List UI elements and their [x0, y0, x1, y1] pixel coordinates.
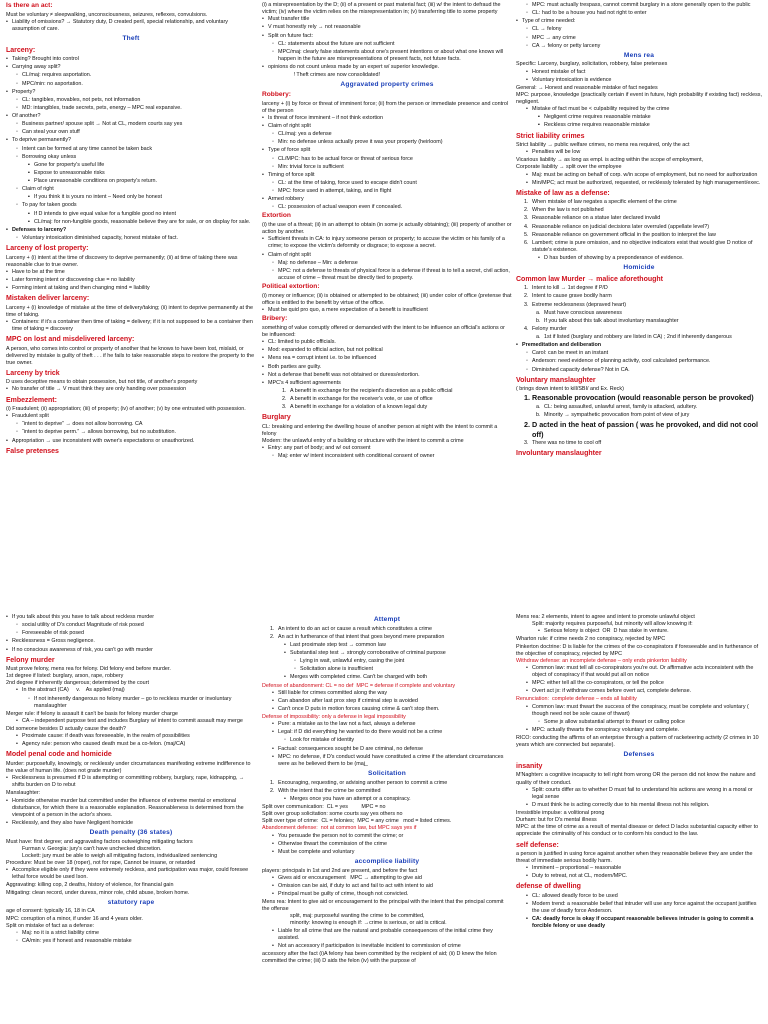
section-heading: Larceny by trick [6, 369, 60, 377]
outline-line: Larceny + (i) knowledge of mistake at the time of delivery/taking; (ii) intent to deprive permanently at the time of taking. [6, 304, 255, 318]
outline-line: ◦ Foreseeable of risk posed [6, 630, 256, 637]
outline-line: • Maj: must be acting on behalf of corp. w/in scope of employment, but no need for authorization [516, 172, 762, 179]
outline-line: ◦ Voluntary intoxication diminished capacity, honest mistake of fact. [6, 235, 256, 242]
outline-line: • Voluntary intoxication is evidence [516, 77, 762, 84]
outline-line: • D must think he is acting correctly due to his mental illness not his religion. [516, 802, 762, 809]
outline-line: Aggravating: killing cop, 2 deaths, history of violence, for financial gain [6, 882, 174, 889]
outline-line: • Liability of omissions? → Statutory duty, D created peril, special relationship, and voluntary assumption of care. [6, 19, 256, 33]
outline-line: ! Theft crimes are now consolidated! [262, 72, 380, 79]
outline-line: ◦ Look for mistake of identity [262, 737, 512, 744]
outline-line: b. Minority → sympathetic provocation from point of view of jury [516, 412, 762, 419]
outline-line: • Armed robbery [262, 196, 512, 203]
outline-line: • Is threat of force imminent – if not think extortion [262, 115, 512, 122]
outline-line: • Mens rea = corrupt intent i.e. to be influenced [262, 355, 512, 362]
section-heading: MPC on lost and misdelivered larceny: [6, 336, 135, 344]
section-heading: Mens rea [623, 51, 655, 59]
outline-line: ◦ Lying in wait, unlawful entry, casing the joint [262, 658, 512, 665]
outline-line: • opinions do not count unless made by an expert w/ superior knowledge. [262, 64, 512, 71]
section-heading: Felony murder [6, 656, 55, 664]
outline-line: ◦ Carol: can be meet in an instant [516, 350, 762, 357]
outline-line: Corporate liability → split over the employee [516, 164, 622, 171]
outline-line: ◦ Min: trivial force is sufficient [262, 164, 512, 171]
outline-line: General: → Honest and reasonable mistake of fact negates [516, 84, 658, 91]
outline-line: • V must honestly rely → not reasonable [262, 24, 512, 31]
outline-line: Modern: the unlawful entry of a building or structure with the intent to commit a crime [262, 437, 464, 444]
outline-line: • Merges once you have an attempt or a conspiracy. [262, 796, 512, 803]
outline-line: • Serious felony is object OR D has stake in venture. [516, 628, 762, 635]
outline-line: • Otherwise thwart the commission of the crime [262, 841, 512, 848]
outline-line: Lockett: jury must be able to weigh all mitigating factors, individualized sentencing [22, 852, 218, 859]
outline-line: • Containers: if it's a container then time of taking = delivery; if it is not supposed to be a container then time of taking = discovery [6, 319, 256, 333]
outline-line: Durham: but for D's mental illness [516, 817, 597, 824]
outline-line: • Carrying away split? [6, 64, 256, 71]
outline-line: ◦ Solicitation alone is insufficient [262, 666, 512, 673]
outline-line: • Taking? Brought into control [6, 56, 256, 63]
section-heading: Homicide [623, 264, 655, 272]
outline-line: ◦ Maj: no defense – Min: a defense [262, 260, 512, 267]
section-heading: Larceny of lost property: [6, 245, 89, 253]
outline-line: MPC: at the time of crime as a result of mental disease or defect D lacks substantial capacity either to appreciate the criminality of his conduct or to conform his conduct to the law. [516, 824, 760, 838]
outline-line: • Pure: a mistake as to the law not a fact, always a defense [262, 721, 512, 728]
outline-line: • Proximate cause: if death was foreseeable, in the realm of possibilities [6, 733, 256, 740]
outline-line: ◦ “intent to deprive” → does not allow borrowing. CA [6, 421, 256, 428]
outline-line: something of value corruptly offered or demanded with the intent to be influence an official's actions or be influenced: [262, 324, 507, 339]
outline-line: ◦ MPC: must actually trespass, cannot commit burglary in a store generally open to the public [516, 2, 762, 9]
outline-line: ◦ Claim of right [6, 186, 256, 193]
outline-line: ◦ CA → felony or petty larceny [516, 43, 762, 50]
outline-line: 6. Lambert; crime is pure omission, and no objective indicators exist that would give D notice of statute's existence. [516, 240, 762, 254]
outline-line: Furman v. Georgia: jury's can't have unchecked discretion. [22, 845, 162, 852]
outline-line: ◦ CL → felony [516, 26, 762, 33]
outline-line: Mens rea: Intent to give aid or encouragement to the principal with the intent that the principal commit the offense [262, 899, 506, 913]
outline-line: • Duty to retreat, not at CL, modern/MPC. [516, 873, 762, 880]
outline-line: larceny + (i) by force or threat of imminent force; (ii) from the person or immediate presence and control of the person [262, 100, 510, 114]
outline-line: • CL: allowed deadly force to be used [516, 893, 762, 900]
section-heading: Mistake of law as a defense: [516, 189, 610, 197]
section-heading: Robbery: [262, 90, 291, 98]
outline-line: • Modern trend: a reasonable belief that intruder will use any force against the occupant justifies the use of deadly force Anderson. [516, 901, 762, 915]
column-left-bottom [6, 614, 256, 1024]
outline-line: • Can't once D puts in motion forces causing crime & can't stop them. [262, 706, 512, 713]
outline-line: Withdraw defense: an incomplete defense – only ends pinkerton liability [516, 657, 687, 664]
outline-line: Murder: purposefully, knowingly, or recklessly under circumstances manifesting extreme indifference to the value of human life. (does not grade murder) [6, 760, 252, 774]
section-heading: Defenses [623, 751, 655, 759]
section-heading: Mistaken deliver larceny: [6, 295, 90, 303]
outline-line: 3. Extreme recklessness (depraved heart) [516, 302, 762, 309]
outline-line: a. Must have conscious awareness [516, 310, 762, 317]
outline-line: • MPC: no defense, if D's conduct would have constituted a crime if the attendant circumstances were as he believed them to be (maj_ [262, 754, 512, 768]
outline-line: Mens rea: 2 elements, intent to agree and intent to promote unlawful object [516, 614, 695, 620]
outline-line: 5. Reasonable reliance on government official in the position to interpret the law [516, 232, 762, 239]
outline-line: RICO: conducting the affirms of an enterprise through a pattern of racketeering activity (2 crimes in 10 years which are connected but separate). [516, 735, 761, 749]
outline-line: 1. An intent to do an act or cause a result which constitutes a crime [262, 626, 512, 633]
outline-line: • Penalties will be low [516, 149, 762, 156]
outline-line: ◦ MPC: not a defense to threats of physical force is a defense if threat is to tell a secret, civil action, accuse of crime – threat must be directly tied to property. [262, 268, 512, 282]
section-heading: Strict liability crimes [516, 132, 585, 140]
section-heading: Attempt [373, 616, 401, 623]
section-heading: defense of dwelling [516, 883, 581, 891]
section-heading: Aggravated property crimes [340, 81, 434, 89]
outline-line: • Recklessness = Gross negligence. [6, 638, 256, 645]
section-heading: Involuntary manslaughter [516, 450, 602, 458]
outline-line: ▪ Expose to unreasonable risks [6, 170, 256, 177]
outline-line: • Merges with completed crime. Can't be charged with both [262, 674, 512, 681]
outline-line: ◦ MPC/maj: clearly false statements about one's present intentions or about what one knows will happen in the future are misrepresentations of present facts, not future facts. [262, 49, 512, 63]
outline-line: • CA: deadly force is okay if occupant reasonable believes intruder is going to commit a forcible felony or use deadly [516, 916, 762, 930]
outline-line: • Common law: must thwart the success of the conspiracy, must be complete and voluntary ( though need not be sole cause of thwart) [516, 704, 762, 718]
outline-line: Larceny + (i) intent at the time of discovery to deprive permanently; (ii) at time of taking there was reasonable clue to true owner. [6, 254, 239, 268]
outline-line: • MPC: either tell all the co-conspirators, or tell the police [516, 680, 762, 687]
outline-line: • Forming intent at taking and then changing mind = liability [6, 285, 256, 292]
outline-line: Mitigating: clean record, under duress, minor role, child abuse, broken home. [6, 889, 190, 896]
outline-line: a. CL: being assaulted, unlawful arrest, family is attacked, adultery. [516, 404, 762, 411]
outline-line: Did someone besides D actually cause the death? [6, 726, 126, 733]
outline-line: Manslaughter: [6, 790, 41, 797]
outline-line: • Defenses to larceny? [6, 227, 256, 234]
outline-line: ◦ CL: at the time of taking, force used to escape didn't count [262, 180, 512, 187]
outline-line: (i) money or influence; (ii) is obtained or attempted to be obtained; (iii) under color of office (pretense that office is entitled to the benefit by virtue of the office. [262, 292, 513, 306]
outline-line: 1. Intent to kill → 1st degree if P/D [516, 285, 762, 292]
outline-line: ◦ CA/min: yes if honest and reasonable mistake [6, 938, 256, 945]
outline-line: ◦ CL/maj: requires asportation. [6, 72, 256, 79]
outline-line: 2. Intent to cause grave bodily harm [516, 293, 762, 300]
outline-line: • Entry: any part of body; and w/ out consent [262, 445, 512, 452]
outline-line: • Both parties are guilty. [262, 364, 512, 371]
outline-line: Split over group solicitation: some courts say yes others no [262, 811, 403, 818]
outline-line: players: principals in 1st and 2nd are present, and before the fact [262, 867, 418, 874]
outline-line: • Have to be at the time [6, 269, 256, 276]
section-heading: Bribery: [262, 315, 288, 323]
outline-line: A person, who comes into control or property of another that he knows to have been lost, mislaid, or delivered by mistake is guilty of theft . . . if he fails to take reasonable steps to restore the property to the true owner. [6, 345, 256, 366]
outline-line: ▪ Negligent crime requires reasonable mistake [516, 114, 762, 121]
outline-line: ( brings down intent to kill/SBI/ and Ex. Reck) [516, 386, 624, 393]
outline-line: a. 1st if listed (burglary and robbery are listed in CA) ; 2nd if inherently dangerous [516, 334, 762, 341]
outline-line: 3. There was no time to cool off [516, 440, 762, 447]
section-heading: Embezzlement: [6, 396, 57, 404]
section-heading: Death penalty (36 states) [89, 829, 173, 836]
section-heading: Voluntary manslaughter [516, 376, 596, 384]
outline-line: 3. A benefit in exchange for a violation of a known legal duty [262, 404, 512, 411]
outline-line: Must prove felony, mens rea for felony. Did felony end before murder. [6, 666, 171, 673]
outline-line: • Recklessness is presumed if D is attempting or committing robbery, burglary, rape, kidnapping, → shifts burden on D to rebut [6, 775, 256, 789]
outline-line: ◦ social utility of D's conduct Magnitude of risk posed [6, 622, 256, 629]
outline-line: (i) the use of a threat; (ii) in an attempt to obtain (in some jx actually obtaining); (iii) property of another or action by another. [262, 222, 514, 236]
outline-line: • Recklessly, and they also have Negligent homicide [6, 820, 256, 827]
outline-line: • Agency rule: person who caused death must be a co-felon. (maj/CA) [6, 741, 256, 748]
outline-line: b. If you talk about this talk about involuntary manslaughter [516, 318, 762, 325]
outline-line: Split on mistake of fact as a defense: [6, 922, 95, 929]
outline-line: • Claim of right split [262, 252, 512, 259]
outline-line: age of consent: typically 16, 18 in CA [6, 908, 95, 915]
outline-line: • Common law: must tell all co-conspirators you're out. Or affirmative acts inconsistent with the object of conspiracy if that would put all on notice [516, 665, 762, 679]
outline-line: Pinkerton doctrine: D is liable for the crimes of the co-conspirators if foreseeable and in furtherance of the objective of conspiracy, rejected by MPC [516, 643, 760, 657]
outline-line: ▪ If D intends to give equal value for a fungible good no intent [6, 211, 256, 218]
outline-line: ◦ Maj: enter w/ intent inconsistent with conditional consent of owner [262, 453, 512, 460]
outline-line: minority: knowing is enough if: →crime is serious, or aid is critical. [290, 920, 447, 927]
outline-line: MPC: corruption of a minor, if under 16 and 4 years older. [6, 915, 143, 922]
section-heading: Political extortion: [262, 283, 320, 291]
outline-line: ◦ MPC → any crime [516, 35, 762, 42]
outline-line: • Split on future fact: [262, 33, 512, 40]
outline-line: • MPC's 4 sufficient agreements [262, 380, 512, 387]
section-heading: Burglary [262, 414, 291, 422]
outline-line: • In the abstract (CA) v. As applied (maj) [6, 687, 256, 694]
outline-line: ◦ Some jx allow substantial attempt to thwart or calling police [516, 719, 762, 726]
section-heading: Extortion [262, 212, 291, 220]
outline-line: ◦ CL: had to be a house you had not right to enter [516, 10, 762, 17]
outline-line: • Timing of force split [262, 172, 512, 179]
section-heading: self defense: [516, 841, 559, 849]
outline-line: • Must transfer title [262, 16, 512, 23]
outline-line: • Later forming intent or discovering clue = no liability [6, 277, 256, 284]
document-page-bottom [0, 612, 768, 1024]
outline-line: 2. An act in furtherance of that intent that goes beyond mere preparation [262, 634, 512, 641]
outline-line: Procedure: Must be over 18 (roper), not for rape, Cannot be insane, or retarded [6, 860, 196, 867]
outline-line: • Omission can be aid, if duty to act and fail to act with intent to aid [262, 883, 512, 890]
outline-line: accessory after the fact (i)A felony has been committed by the recipient of aid; (ii) D knew the felon committed the crime; (iii) D aids the felon (iv) with the purpose of [262, 950, 499, 965]
outline-line: Strict liability → public welfare crimes, no mens rea required, only the act [516, 142, 690, 149]
outline-line: • CA – independent purpose test and includes Burglary w/ intent to commit assault may merge [6, 718, 256, 725]
outline-line: ◦ MPC: force used in attempt, taking, and in flight [262, 188, 512, 195]
outline-line: ◦ “intent to deprive perm.” → allows borrowing, but no substitution. [6, 429, 256, 436]
outline-line: ◦ MPC/min: no asportation. [6, 81, 256, 88]
outline-line: ◦ Can steal your own stuff [6, 129, 256, 136]
outline-line: Specific: Larceny, burglary, solicitation, robbery, false pretenses [516, 61, 668, 68]
outline-line: • Of another? [6, 113, 256, 120]
outline-line: • Principal must be guilty of crime, though not convicted. [262, 891, 512, 898]
outline-line: MPC: purpose, knowledge (practically certain if event in future, high probability if existing fact) reckless, negligent. [516, 91, 764, 106]
outline-line: ▪ If you think it is yours no intent – Need only be honest [6, 194, 256, 201]
outline-line: ◦ Maj: no it is a strict liability crime [6, 930, 256, 937]
outline-line: 2nd degree if inherently dangerous; determined by the court [6, 680, 149, 687]
outline-line: ◦ CL: possession of actual weapon even if concealed. [262, 204, 512, 211]
page-gap [0, 596, 768, 612]
outline-line: • To deprive permanently? [6, 137, 256, 144]
outline-line: Defense of impossibility: only a defense in legal impossibility [262, 714, 406, 721]
outline-line: ◦ Min: no defense unless actually prove it was your property (heirloom) [262, 139, 512, 146]
outline-line: 2. D acted in the heat of passion ( was he provoked, and did not cool off) [516, 420, 762, 439]
column-middle-top [262, 2, 512, 596]
outline-line: (i) a misrepresentation by the D; (ii) of a present or past material fact; (iii) w/ the intent to defraud the victim; (iv) where the victim relies on the misrepresentation in; (v) transferring title to some property [262, 2, 502, 16]
outline-line: split, maj: purposeful wanting the crime to be committed, [290, 913, 425, 920]
outline-line: Split over communication: CL = yes MPC = no [262, 804, 386, 811]
outline-line: M'Naghten: a cognitive incapacity to tell right from wrong OR the person did not know the nature and quality of their conduct. [516, 772, 758, 786]
section-heading: Solicitation [368, 769, 406, 777]
outline-line: • You persuade the person not to commit the crime; or [262, 833, 512, 840]
section-heading: Larceny: [6, 46, 36, 54]
outline-line: 4. Felony murder [516, 326, 762, 333]
outline-line: 2. With the intent that the crime be committed [262, 788, 512, 795]
outline-line: • Substantial step test → strongly corroborative of criminal purpose [262, 650, 512, 657]
outline-line: ◦ Borrowing okay unless [6, 154, 256, 161]
outline-line: • No transfer of title → V must think they are only handing over possession [6, 386, 256, 393]
outline-line: ◦ Diminished capacity defense? Not in CA. [516, 367, 762, 374]
column-right-bottom [516, 614, 762, 1024]
section-heading: Model penal code and homicide [6, 751, 112, 759]
outline-line: ◦ Anderson: need evidence of planning activity, cool calculated performance. [516, 358, 762, 365]
outline-line: Renunciation: complete defense – ends all liability [516, 696, 637, 703]
outline-line: Vicarious liability → as long as empl. is acting within the scope of employment, [516, 157, 704, 164]
outline-line: • Must be quid pro quo, a mere expectation of a benefit is insufficient [262, 307, 512, 314]
outline-line: • Homicide otherwise murder but committed under the influence of extreme mental or emotional disturbance, for which there is a reasonable explanation. Reasonableness is determined from the viewpoint of a person in the actor's shoes. [6, 798, 256, 819]
outline-line: ▪ Gone for property's useful life [6, 162, 256, 169]
outline-line: • MPC: actually thwarts the conspiracy voluntary and complete. [516, 727, 762, 734]
outline-line: • Still liable for crimes committed along the way [262, 690, 512, 697]
section-heading: Theft [122, 35, 140, 43]
column-middle-bottom [262, 614, 512, 1024]
outline-line: • Not an accessory if participation is inevitable incident to commission of crime [262, 943, 512, 950]
section-heading: Is there an act: [6, 2, 53, 9]
outline-line: ◦ Intent can be formed at any time cannot be taken back [6, 146, 256, 153]
outline-line: Split over type of crime: CL = felonies; MPC = any crime mod = listed crimes. [262, 818, 452, 825]
outline-line: • CL: limited to public officials. [262, 339, 512, 346]
outline-line: • If you talk about this you have to talk about reckless murder [6, 614, 256, 621]
outline-line: 1. Encouraging, requesting, or advising another person to commit a crime [262, 780, 512, 787]
outline-line: 3. Reasonable reliance on a statue later declared invalid [516, 215, 762, 222]
outline-line: • Type of force split [262, 147, 512, 154]
outline-line: 1st degree if listed: burglary, arson, rape, robbery [6, 673, 124, 680]
column-right-top [516, 2, 762, 596]
outline-line: • Accomplice eligible only if they were extremely reckless, and participation was major, could foresee lethal force would be used Ison. [6, 867, 256, 881]
outline-line: (i) Fraudulent; (ii) appropriation; (iii) of property; (iv) of another; (v) by one entrusted with possession. [6, 406, 246, 413]
outline-line: • Min/MPC; act must be authorized, requested, or recklessly tolerated by high management/exec. [516, 180, 762, 187]
outline-line: CL: breaking and entering the dwelling house of another person at night with the intent to commit a felony [262, 423, 499, 437]
outline-line: ◦ If not inherently dangerous no felony murder – go to reckless murder or involuntary manslaughter [6, 696, 256, 710]
outline-line: • Appropriation → use inconsistent with owner's expectations or unauthorized. [6, 438, 256, 445]
outline-line: ◦ MD: intangibles, trade secrets, pets, energy – MPC real expansive. [6, 105, 256, 112]
outline-line: ◦ CL: tangibles, movables, not pets, not information [6, 97, 256, 104]
outline-line: Must have: first degree; and aggravating factors outweighing mitigating factors [6, 838, 193, 845]
outline-line: Must be voluntary ≠ sleepwalking, unconsciousness, seizures, reflexes, convulsions. [6, 11, 208, 18]
outline-line: • Type of crime needed: [516, 18, 762, 25]
outline-line: • Not a defense that benefit was not obtained or duress/extortion. [262, 372, 512, 379]
outline-line: Defense of abandonment: CL = no def MPC = defense if complete and voluntary [262, 682, 456, 689]
outline-line: 1. A benefit in exchange for the recipient's discretion as a public official [262, 388, 512, 395]
outline-line: • Factual: consequences sought be D are criminal, no defense [262, 746, 512, 753]
outline-line: • Mod: expanded to official action, but not political [262, 347, 512, 354]
outline-line: • Split: courts differ as to whether D must fail to understand his actions are wrong in a moral or legal sense [516, 787, 762, 801]
outline-line: 1. Reasonable provocation (would reasonable person be provoked) [516, 393, 762, 403]
outline-line: • Gives aid or encouragement MPC → attempting to give aid [262, 875, 512, 882]
section-heading: False pretenses [6, 447, 59, 455]
outline-line: a person is justified in using force against another when they reasonable believe they are under the threat of immediate serious bodily harm. [516, 850, 754, 865]
outline-line: • Legal: if D did everything he wanted to do there would not be a crime [262, 729, 512, 736]
column-left-top [6, 2, 256, 596]
outline-line: ▪ Reckless crime requires reasonable mistake [516, 122, 762, 129]
outline-line: Abandonment defense: not at common law, but MPC says yes if [262, 825, 417, 832]
outline-line: • Mistake of fact must be < culpability required by the crime [516, 106, 762, 113]
outline-line: ◦ Business partner/ spouse split → Not at CL, modern courts say yes [6, 121, 256, 128]
section-heading: statutory rape [107, 898, 155, 906]
section-heading: insanity [516, 762, 543, 770]
outline-line: 2. When the law is not published [516, 207, 762, 214]
outline-line: • Must be complete and voluntary [262, 849, 512, 856]
outline-line: • D has burden of showing by a preponderance of evidence. [516, 255, 762, 262]
outline-line: • Honest mistake of fact [516, 69, 762, 76]
outline-line: Merger rule: if felony is assault it can't be basis for felony murder charge [6, 710, 178, 717]
outline-line: Split: majority requires purposeful, but minority will allow knowing if: [532, 621, 693, 628]
outline-line: • Last proximate step test → common law [262, 642, 512, 649]
outline-line: • Fraudulent split [6, 413, 256, 420]
outline-line: • Overt act jx: if withdraw comes before overt act, complete defense. [516, 688, 762, 695]
outline-line: • Premeditation and deliberation [516, 342, 762, 349]
outline-line: • Property? [6, 89, 256, 96]
outline-line: ◦ To pay for taken goods [6, 202, 256, 209]
outline-line: • Claim of right split [262, 123, 512, 130]
outline-line: • Sufficient threats in CA: to injury someone person or property; to accuse the victim or his family of a crime; to expose the victim's deformity or disgrace; to expose a secret. [262, 236, 512, 250]
outline-line: ◦ CL/maj: yes a defense [262, 131, 512, 138]
outline-line: ▪ Place unreasonable conditions on property's return. [6, 178, 256, 185]
outline-line: • If no conscious awareness of risk, you can't go with murder [6, 647, 256, 654]
outline-line: 4. Reasonable reliance on judicial decisions later overruled (appellate level?) [516, 224, 762, 231]
outline-line: D uses deceptive means to obtain possession, but not title, of another's property [6, 379, 198, 386]
outline-line: 2. A benefit in exchange for the receiver's vote, or use of office [262, 396, 512, 403]
outline-line: 1. When mistake of law negates a specific element of the crime [516, 199, 762, 206]
outline-line: Irresistible impulse: a volitional prong [516, 810, 605, 817]
outline-line: • Liable for all crime that are the natural and probable consequences of the initial crime they assisted. [262, 928, 512, 942]
outline-line: • Can abandon after last prox step if criminal step is avoided [262, 698, 512, 705]
section-heading: Common law Murder → malice aforethought [516, 275, 664, 283]
outline-line: ▪ CL/maj: for non-fungible goods, reasonable believe they are for sale, or on display for sale. [6, 219, 256, 226]
outline-line: Wharton rule: if crime needs 2 no conspiracy, rejected by MPC [516, 636, 666, 643]
section-heading: accomplice liability [354, 857, 420, 865]
outline-line: ◦ CL/MPC: has to be actual force or threat of serious force [262, 156, 512, 163]
outline-line: ◦ CL: statements about the future are not sufficient [262, 41, 512, 48]
outline-line: • Imminent – proportional – reasonable [516, 865, 762, 872]
